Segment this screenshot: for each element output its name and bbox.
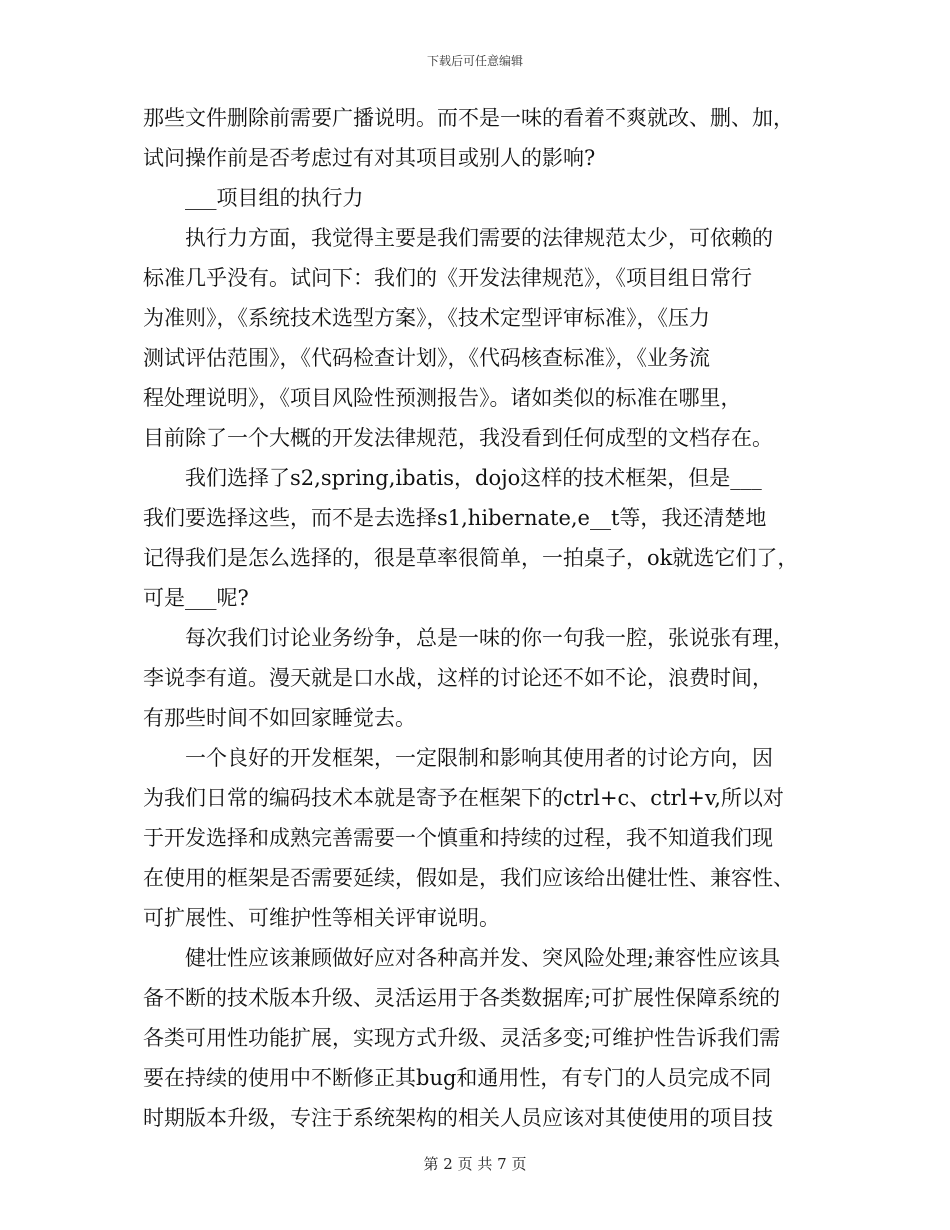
text-line: 健壮性应该兼顾做好应对各种高并发、突风险处理;兼容性应该具	[185, 946, 781, 970]
text-line: 为我们日常的编码技术本就是寄予在框架下的ctrl+c、ctrl+v,所以对	[143, 786, 784, 810]
text-line: 李说李有道。漫天就是口水战，这样的讨论还不如不论，浪费时间，	[143, 666, 773, 690]
text-line: 时期版本升级，专注于系统架构的相关人员应该对其使使用的项目技	[143, 1106, 773, 1130]
text-line: 可扩展性、可维护性等相关评审说明。	[143, 906, 500, 930]
text-line: 每次我们讨论业务纷争，总是一味的你一句我一腔，张说张有理，	[185, 626, 794, 650]
text-line: 可是___呢?	[143, 586, 249, 610]
text-line: 那些文件删除前需要广播说明。而不是一味的看着不爽就改、删、加，	[143, 106, 794, 130]
section-heading: ___项目组的执行力	[185, 186, 364, 210]
text-line: 执行力方面，我觉得主要是我们需要的法律规范太少，可依赖的	[185, 226, 773, 250]
text-line: 标准几乎没有。试问下：我们的《开发法律规范》，《项目组日常行	[143, 266, 752, 290]
text-line: 测试评估范围》，《代码检查计划》，《代码核查标准》，《业务流	[143, 346, 710, 370]
text-line: 要在持续的使用中不断修正其bug和通用性，有专门的人员完成不同	[143, 1066, 772, 1090]
text-line: 有那些时间不如回家睡觉去。	[143, 706, 416, 730]
text-line: 在使用的框架是否需要延续，假如是，我们应该给出健壮性、兼容性、	[143, 866, 794, 890]
text-line: 于开发选择和成熟完善需要一个慎重和持续的过程，我不知道我们现	[143, 826, 773, 850]
text-line: 为准则》，《系统技术选型方案》，《技术定型评审标准》，《压力	[143, 306, 710, 330]
text-line: 备不断的技术版本升级、灵活运用于各类数据库;可扩展性保障系统的	[143, 986, 781, 1010]
text-line: 记得我们是怎么选择的，很是草率很简单，一拍桌子，ok就选它们了，	[143, 546, 799, 570]
text-line: 我们选择了s2,spring,ibatis，dojo这样的技术框架，但是___	[185, 466, 762, 490]
text-line: 试问操作前是否考虑过有对其项目或别人的影响?	[143, 146, 596, 170]
text-line: 程处理说明》，《项目风险性预测报告》。诸如类似的标准在哪里，	[143, 386, 742, 410]
text-line: 目前除了一个大概的开发法律规范，我没看到任何成型的文档存在。	[143, 426, 773, 450]
text-line: 我们要选择这些，而不是去选择s1,hibernate,e__t等，我还清楚地	[143, 506, 767, 530]
document-body	[143, 98, 823, 1138]
page-footer: 第 2 页 共 7 页	[423, 1155, 527, 1173]
page-header: 下载后可任意编辑	[426, 54, 523, 68]
text-line: 各类可用性功能扩展，实现方式升级、灵活多变;可维护性告诉我们需	[143, 1026, 781, 1050]
text-line: 一个良好的开发框架，一定限制和影响其使用者的讨论方向，因	[185, 746, 773, 770]
